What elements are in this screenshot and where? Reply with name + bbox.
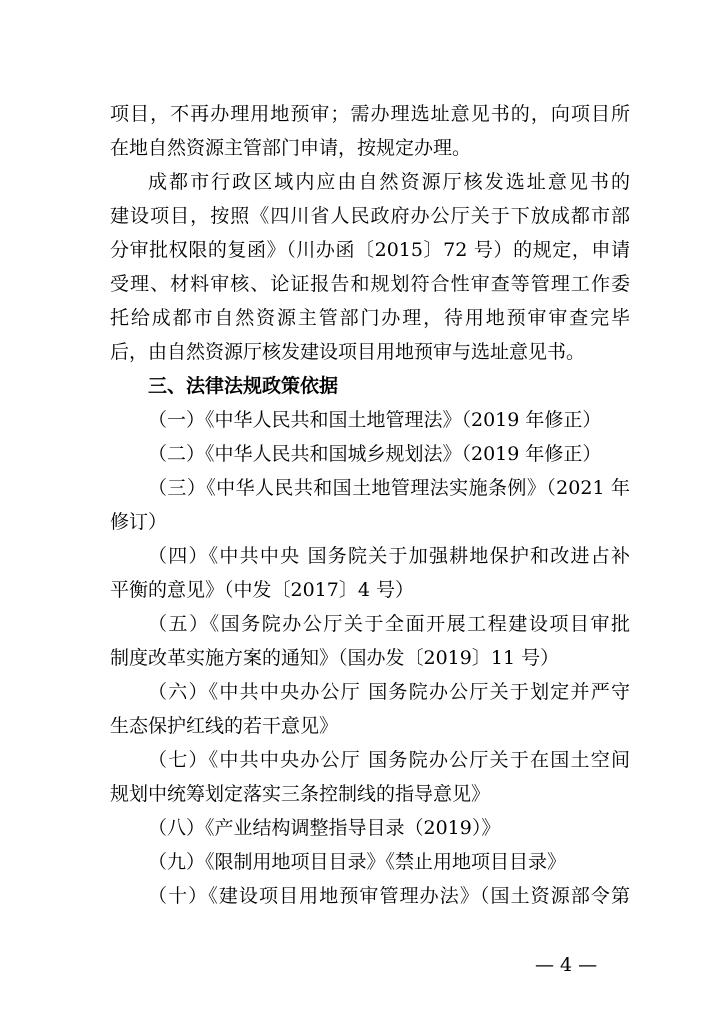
paragraph-line: 项目，不再办理用地预审；需办理选址意见书的，向项目所 [110, 103, 630, 125]
section-heading: 三、法律法规政策依据 [148, 375, 339, 397]
page-number: — 4 — [535, 954, 598, 976]
list-item-continuation: 制度改革实施方案的通知》（国办发〔2019〕11 号） [110, 647, 560, 669]
paragraph-line: 成都市行政区域内应由自然资源厅核发选址意见书的 [148, 171, 630, 193]
list-item: （七）《中共中央办公厅 国务院办公厅关于在国土空间 [148, 749, 630, 771]
paragraph-line: 托给成都市自然资源主管部门办理，待用地预审审查完毕 [110, 307, 630, 329]
list-item: （八）《产业结构调整指导目录（2019）》 [148, 817, 501, 839]
paragraph-line: 受理、材料审核、论证报告和规划符合性审查等管理工作委 [110, 273, 630, 295]
paragraph-line: 在地自然资源主管部门申请，按规定办理。 [110, 137, 472, 159]
list-item-continuation: 规划中统筹划定落实三条控制线的指导意见》 [110, 783, 491, 805]
list-item: （五）《国务院办公厅关于全面开展工程建设项目审批 [148, 613, 630, 635]
list-item: （十）《建设项目用地预审管理办法》（国土资源部令第 [148, 885, 630, 907]
list-item-continuation: 平衡的意见》（中发〔2017〕4 号） [110, 579, 414, 601]
list-item: （六）《中共中央办公厅 国务院办公厅关于划定并严守 [148, 681, 630, 703]
list-item: （三）《中华人民共和国土地管理法实施条例》（2021 年 [148, 477, 630, 499]
list-item: （九）《限制用地项目目录》《禁止用地项目目录》 [148, 851, 567, 873]
list-item: （一）《中华人民共和国土地管理法》（2019 年修正） [148, 409, 602, 431]
list-item-continuation: 修订） [110, 511, 168, 533]
list-item: （四）《中共中央 国务院关于加强耕地保护和改进占补 [148, 545, 630, 567]
paragraph-line: 建设项目，按照《四川省人民政府办公厅关于下放成都市部 [110, 205, 630, 227]
list-item: （二）《中华人民共和国城乡规划法》（2019 年修正） [148, 443, 602, 465]
list-item-continuation: 生态保护红线的若干意见》 [110, 715, 339, 737]
paragraph-line: 分审批权限的复函》（川办函〔2015〕72 号）的规定，申请 [110, 239, 630, 261]
paragraph-line: 后，由自然资源厅核发建设项目用地预审与选址意见书。 [110, 341, 586, 363]
